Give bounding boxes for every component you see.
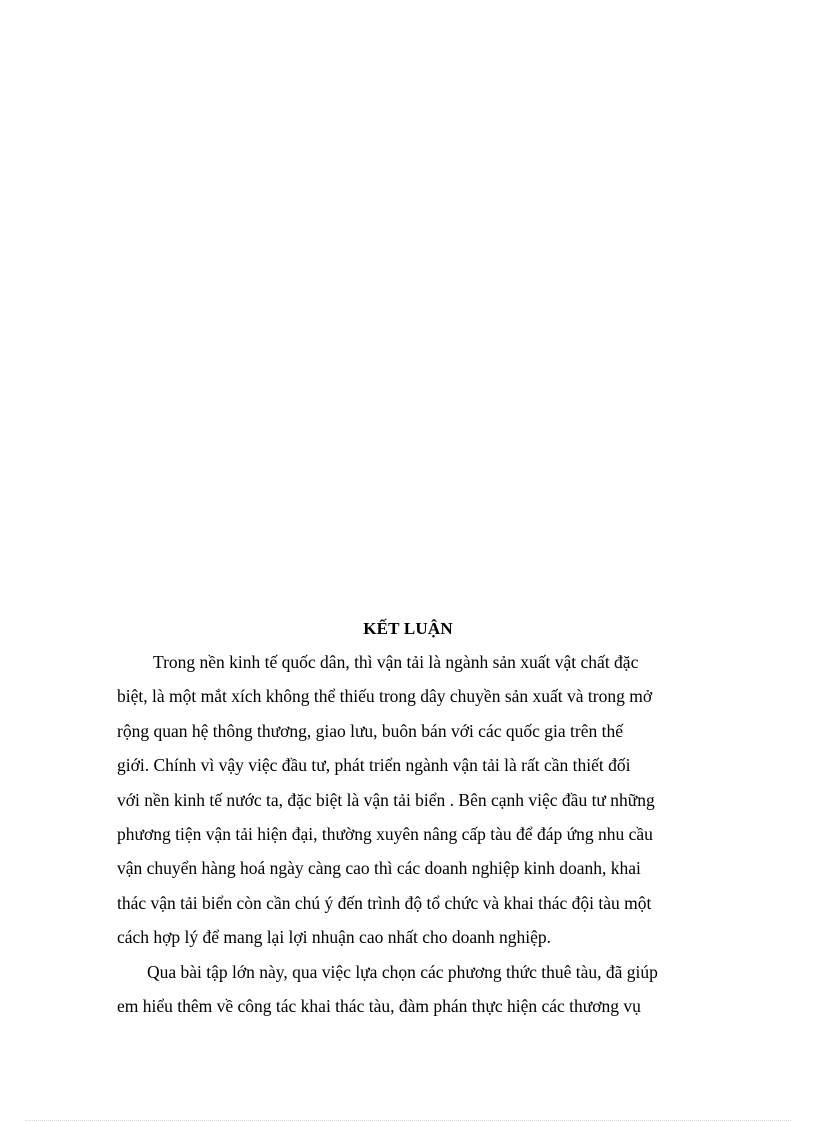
section-heading: KẾT LUẬN [363,619,453,638]
paragraph-line: cách hợp lý để mang lại lợi nhuận cao nhất cho doanh nghiệp. [117,927,552,948]
paragraph-line: biệt, là một mắt xích không thể thiếu trong dây chuyền sản xuất và trong mở [117,686,653,707]
paragraph-line: thác vận tải biển còn cần chú ý đến trình độ tổ chức và khai thác đội tàu một [117,892,652,913]
paragraph-line: rộng quan hệ thông thương, giao lưu, buôn bán với các quốc gia trên thế [117,720,623,741]
paragraph-line: phương tiện vận tải hiện đại, thường xuyên nâng cấp tàu để đáp ứng nhu cầu [117,823,653,844]
paragraph-line: giới. Chính vì vậy việc đầu tư, phát triển ngành vận tải là rất cần thiết đối [117,755,631,776]
conclusion-paragraph-1 [117,645,697,955]
paragraph-line: với nền kinh tế nước ta, đặc biệt là vận tải biển . Bên cạnh việc đầu tư những [117,789,655,810]
conclusion-paragraph-2 [117,955,697,1024]
paragraph-line: Qua bài tập lớn này, qua việc lựa chọn các phương thức thuê tàu, đã giúp [147,962,658,982]
paragraph-line: Trong nền kinh tế quốc dân, thì vận tải là ngành sản xuất vật chất đặc [153,652,639,672]
page-bottom-divider [25,1120,791,1121]
paragraph-line: em hiểu thêm về công tác khai thác tàu, đàm phán thực hiện các thương vụ [117,996,641,1017]
paragraph-line: vận chuyển hàng hoá ngày càng cao thì các doanh nghiệp kinh doanh, khai [117,858,641,879]
